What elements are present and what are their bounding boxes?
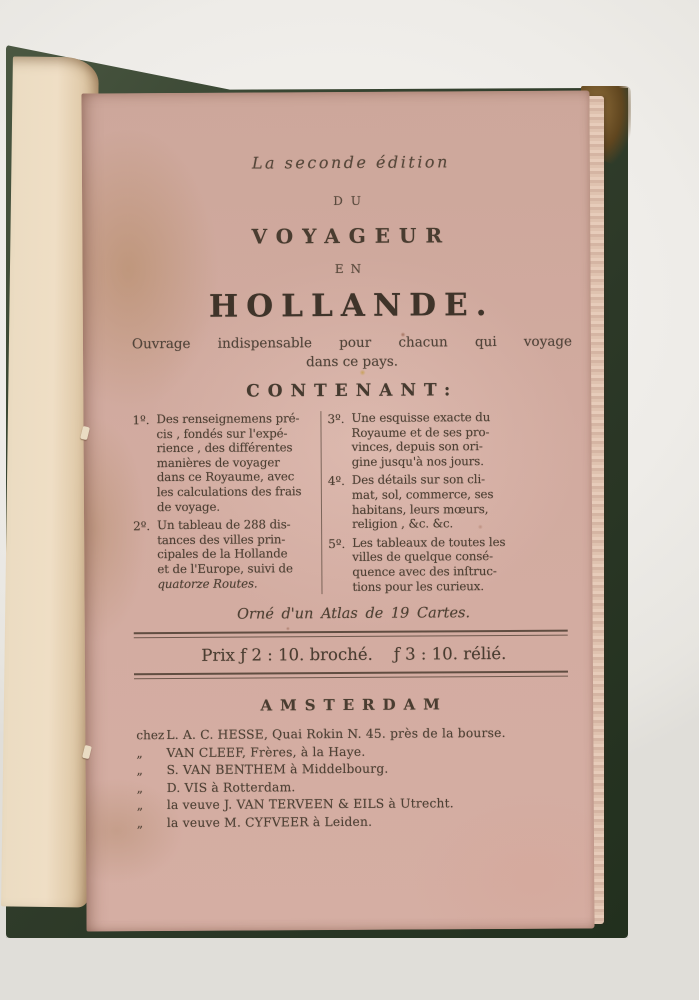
contents-line: quence avec des inſtruc- [352, 563, 497, 579]
title-page [81, 90, 594, 931]
price-line: Prix ƒ 2 : 10. broché. ƒ 3 : 10. rélié. [201, 644, 507, 665]
imprint-text: L. A. C. HESSE, Quai Rokin N. 45. près de la bourse. [166, 726, 506, 743]
contents-line: dans ce Royaume, avec [156, 469, 295, 485]
subtitle-line-2: dans ce pays. [306, 353, 399, 371]
contents-line: mat, sol, commerce, ses [351, 487, 494, 502]
item-lines [156, 411, 321, 514]
item-number: 2º. [133, 519, 151, 534]
contents-line: quatorze Routes. [157, 576, 258, 591]
ditto-mark: „ [136, 815, 144, 830]
double-rule-top [134, 630, 568, 639]
ditto-mark: „ [136, 798, 144, 813]
contents-line: les calculations des frais [156, 484, 302, 500]
contents-columns [132, 410, 573, 596]
item-number: 4º. [327, 474, 345, 489]
contents-line: gine jusqu'à nos jours. [351, 453, 484, 469]
ditto-mark: „ [136, 780, 143, 795]
contents-item [328, 534, 573, 594]
imprint-text: la veuve M. CYFVEER à Leiden. [166, 814, 373, 830]
contents-item [133, 517, 321, 591]
du-word: DU [333, 193, 370, 209]
printed-content [130, 91, 575, 932]
contents-line: Des renseignemens pré- [156, 411, 300, 427]
contents-line: religion , &c. &c. [352, 516, 454, 532]
city-name: AMSTERDAM [260, 695, 448, 715]
place-title: HOLLANDE. [208, 287, 495, 325]
en-word: EN [334, 261, 369, 277]
binding-stitch [80, 426, 90, 440]
imprint-text: D. VIS à Rotterdam. [166, 779, 296, 795]
item-number: 1º. [132, 413, 150, 428]
contents-heading: CONTENANT: [246, 380, 459, 402]
double-rule-bottom [134, 671, 568, 680]
imprint-text: S. VAN BENTHEM à Middelbourg. [166, 761, 389, 778]
contents-line: Une esquisse exacte du [351, 410, 491, 425]
contents-line: rience , des différentes [156, 440, 293, 456]
contents-line: Royaume et de ses pro- [351, 424, 490, 440]
contents-line: habitans, leurs mœurs, [351, 501, 489, 517]
edition-line: La seconde édition [251, 152, 450, 173]
contents-column-left [132, 411, 321, 595]
contents-line: vinces, depuis son ori- [351, 439, 483, 455]
main-title: VOYAGEUR [251, 223, 452, 249]
contents-line: tances des villes prin- [157, 532, 286, 547]
contents-line: Un tableau de 288 dis- [157, 517, 291, 533]
contents-line: manières de voyager [156, 455, 280, 470]
ditto-mark: „ [136, 745, 143, 760]
contents-line: Les tableaux de toutes les [352, 534, 506, 550]
contents-line: de voyage. [156, 499, 221, 514]
contents-line: villes de quelque consé- [352, 549, 494, 565]
item-number: 5º. [328, 536, 346, 551]
binding-stitch [82, 745, 92, 759]
contents-item [327, 410, 572, 470]
contents-line: tions pour les curieux. [352, 578, 485, 594]
item-lines [352, 534, 573, 594]
contents-item [132, 411, 321, 514]
contents-item [328, 472, 573, 532]
item-number: 3º. [327, 411, 345, 427]
item-lines [352, 472, 573, 532]
imprint-text: la veuve J. VAN TERVEEN & EILS à Utrecht. [166, 796, 454, 813]
imprint-list [134, 725, 575, 833]
contents-line: et de l'Europe, suivi de [157, 561, 293, 577]
item-lines [351, 410, 572, 470]
contents-column-right [320, 410, 573, 595]
imprint-line [135, 812, 575, 832]
imprint-prefix: chez [136, 728, 165, 743]
ditto-mark: „ [136, 763, 143, 778]
contents-line: Des détails sur son cli- [351, 472, 486, 488]
contents-line: cis , fondés sur l'expé- [156, 425, 288, 441]
subtitle-line-1: Ouvrage indispensable pour chacun qui voyage [131, 333, 573, 353]
imprint-text: VAN CLEEF, Frères, à la Haye. [166, 744, 366, 760]
atlas-line: Orné d'un Atlas de 19 Cartes. [237, 605, 471, 623]
item-lines [157, 517, 321, 591]
contents-line: cipales de la Hollande [157, 546, 288, 562]
